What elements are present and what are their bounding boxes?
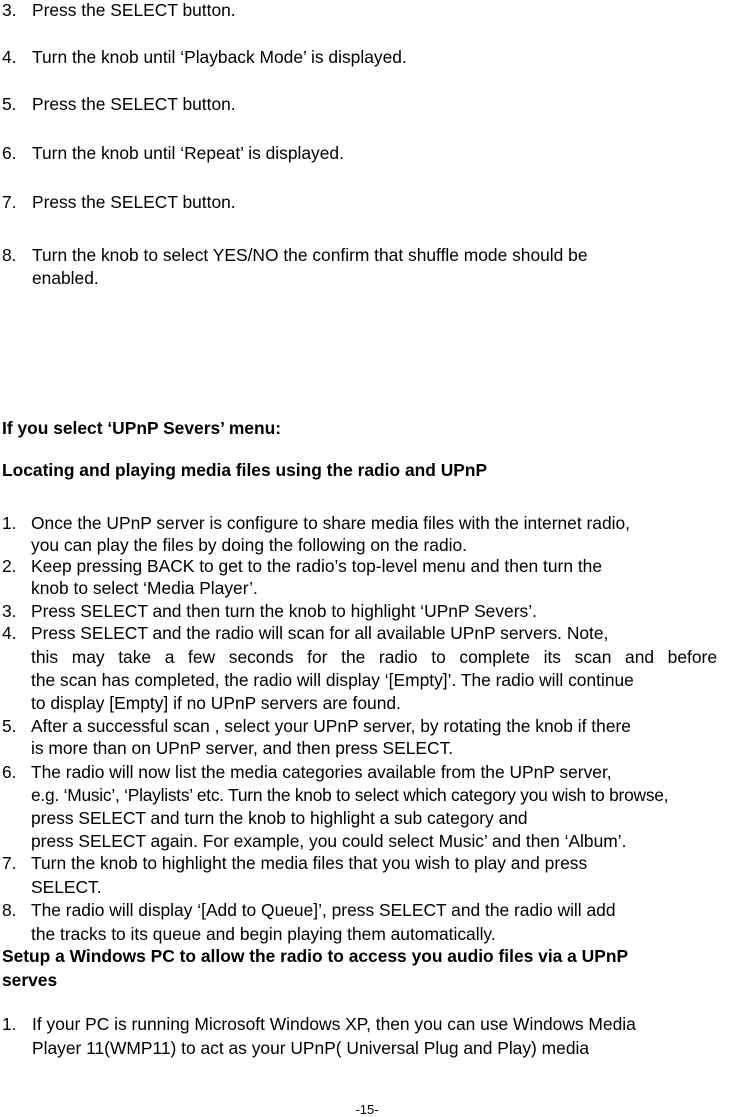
step-text: Turn the knob to select YES/NO the confirm that shuffle mode should be bbox=[32, 245, 588, 265]
section-heading-locating: Locating and playing media files using the radio and UPnP bbox=[2, 460, 488, 480]
step-text: The radio will now list the media categories available from the UPnP server, bbox=[31, 762, 612, 782]
step-number: 2. bbox=[2, 556, 17, 576]
step-text: knob to select ‘Media Player’. bbox=[31, 578, 258, 598]
step-number: 4. bbox=[2, 623, 17, 643]
step-text: e.g. ‘Music’, ‘Playlists’ etc. Turn the knob to select which category you wish to browse, bbox=[31, 785, 669, 805]
step-text: this may take a few seconds for the radio to complete its scan and before bbox=[31, 647, 717, 667]
step-text: the scan has completed, the radio will display ‘[Empty]’. The radio will continue bbox=[31, 670, 634, 690]
step-text: Keep pressing BACK to get to the radio’s top-level menu and then turn the bbox=[31, 556, 603, 576]
step-text: Turn the knob to highlight the media files that you wish to play and press bbox=[31, 853, 588, 873]
step-number: 3. bbox=[2, 0, 17, 20]
step-number: 8. bbox=[2, 245, 17, 265]
step-number: 7. bbox=[2, 192, 17, 212]
step-text: SELECT. bbox=[31, 877, 102, 897]
step-text: Turn the knob until ‘Playback Mode’ is displayed. bbox=[32, 47, 407, 67]
step-text: is more than on UPnP server, and then press SELECT. bbox=[31, 738, 454, 758]
section-heading-setup: Setup a Windows PC to allow the radio to access you audio files via a UPnP bbox=[2, 946, 629, 966]
step-text: the tracks to its queue and begin playing them automatically. bbox=[31, 924, 496, 944]
step-text: If your PC is running Microsoft Windows XP, then you can use Windows Media bbox=[32, 1014, 636, 1034]
step-text: press SELECT again. For example, you could select Music’ and then ‘Album’. bbox=[31, 831, 627, 851]
step-number: 1. bbox=[2, 1014, 17, 1034]
step-text: Press SELECT and then turn the knob to highlight ‘UPnP Severs’. bbox=[31, 601, 537, 621]
section-heading-upnp: If you select ‘UPnP Severs’ menu: bbox=[2, 418, 282, 438]
step-text: press SELECT and turn the knob to highlight a sub category and bbox=[31, 808, 528, 828]
step-text: you can play the files by doing the following on the radio. bbox=[31, 535, 468, 555]
step-text: Press the SELECT button. bbox=[32, 94, 236, 114]
step-number: 5. bbox=[2, 716, 17, 736]
step-text: Player 11(WMP11) to act as your UPnP( Universal Plug and Play) media bbox=[32, 1038, 590, 1058]
step-number: 6. bbox=[2, 762, 17, 782]
step-number: 1. bbox=[2, 513, 17, 533]
step-text: The radio will display ‘[Add to Queue]’, press SELECT and the radio will add bbox=[31, 900, 616, 920]
step-text: enabled. bbox=[32, 268, 99, 288]
step-text: Press the SELECT button. bbox=[32, 0, 236, 20]
section-heading-setup: serves bbox=[2, 970, 58, 990]
step-number: 8. bbox=[2, 900, 17, 920]
step-text: Once the UPnP server is configure to share media files with the internet radio, bbox=[31, 513, 630, 533]
step-text: to display [Empty] if no UPnP servers are found. bbox=[31, 693, 401, 713]
step-number: 3. bbox=[2, 601, 17, 621]
step-text: Press the SELECT button. bbox=[32, 192, 236, 212]
step-text: Press SELECT and the radio will scan for all available UPnP servers. Note, bbox=[31, 623, 609, 643]
step-text: After a successful scan , select your UPnP server, by rotating the knob if there bbox=[31, 716, 631, 736]
step-number: 4. bbox=[2, 47, 17, 67]
step-text: Turn the knob until ‘Repeat’ is displayed. bbox=[32, 143, 344, 163]
step-number: 7. bbox=[2, 853, 17, 873]
step-number: 5. bbox=[2, 94, 17, 114]
step-number: 6. bbox=[2, 143, 17, 163]
page-number: -15- bbox=[355, 1102, 379, 1117]
